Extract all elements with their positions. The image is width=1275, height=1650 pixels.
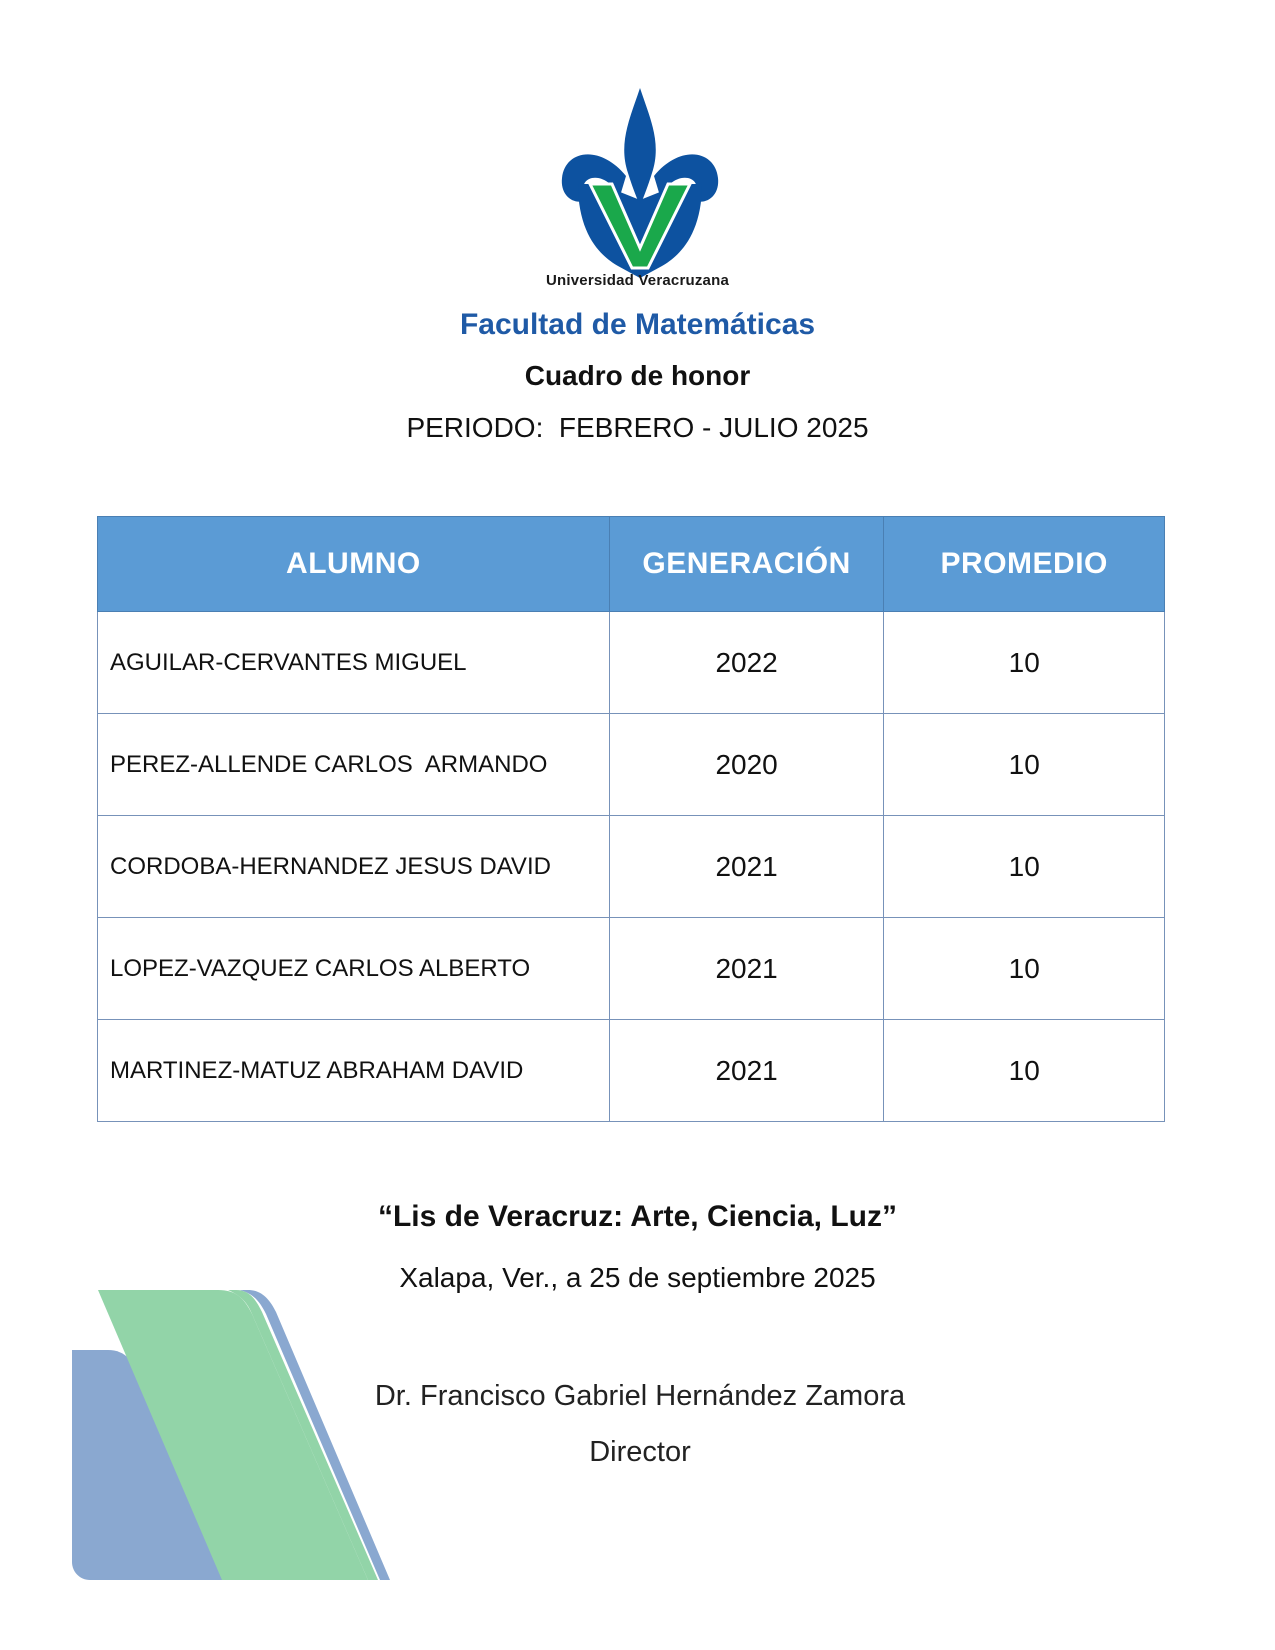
student-name: CORDOBA-HERNANDEZ JESUS DAVID — [98, 816, 610, 918]
honor-table — [97, 516, 1165, 1122]
university-name: Universidad Veracruzana — [545, 272, 730, 289]
dateline: Xalapa, Ver., a 25 de septiembre 2025 — [399, 1262, 876, 1293]
student-generation: 2021 — [609, 816, 884, 918]
table-row — [98, 612, 1165, 714]
column-header-alumno: ALUMNO — [98, 517, 610, 612]
column-header-generacion: GENERACIÓN — [609, 517, 884, 612]
motto: “Lis de Veracruz: Arte, Ciencia, Luz” — [377, 1200, 898, 1233]
column-header-promedio: PROMEDIO — [884, 517, 1165, 612]
student-generation: 2020 — [609, 714, 884, 816]
table-row — [98, 918, 1165, 1020]
student-average: 10 — [884, 612, 1165, 714]
student-average: 10 — [884, 918, 1165, 1020]
student-average: 10 — [884, 816, 1165, 918]
signer-name: Dr. Francisco Gabriel Hernández Zamora — [374, 1380, 906, 1412]
student-average: 10 — [884, 714, 1165, 816]
student-name: AGUILAR-CERVANTES MIGUEL — [98, 612, 610, 714]
student-name: LOPEZ-VAZQUEZ CARLOS ALBERTO — [98, 918, 610, 1020]
student-name: MARTINEZ-MATUZ ABRAHAM DAVID — [98, 1020, 610, 1122]
page-subtitle: Cuadro de honor — [524, 360, 751, 391]
student-name: PEREZ-ALLENDE CARLOS ARMANDO — [98, 714, 610, 816]
faculty-title: Facultad de Matemáticas — [459, 308, 816, 341]
table-header-row — [98, 517, 1165, 612]
student-average: 10 — [884, 1020, 1165, 1122]
student-generation: 2021 — [609, 918, 884, 1020]
table-row — [98, 816, 1165, 918]
period-label: PERIODO: FEBRERO - JULIO 2025 — [406, 412, 869, 443]
signer-role: Director — [589, 1436, 691, 1468]
student-generation: 2021 — [609, 1020, 884, 1122]
table-row — [98, 1020, 1165, 1122]
table-row — [98, 714, 1165, 816]
corner-stripes-decoration-icon — [72, 1290, 412, 1580]
uv-lis-logo-icon — [560, 88, 720, 288]
student-generation: 2022 — [609, 612, 884, 714]
